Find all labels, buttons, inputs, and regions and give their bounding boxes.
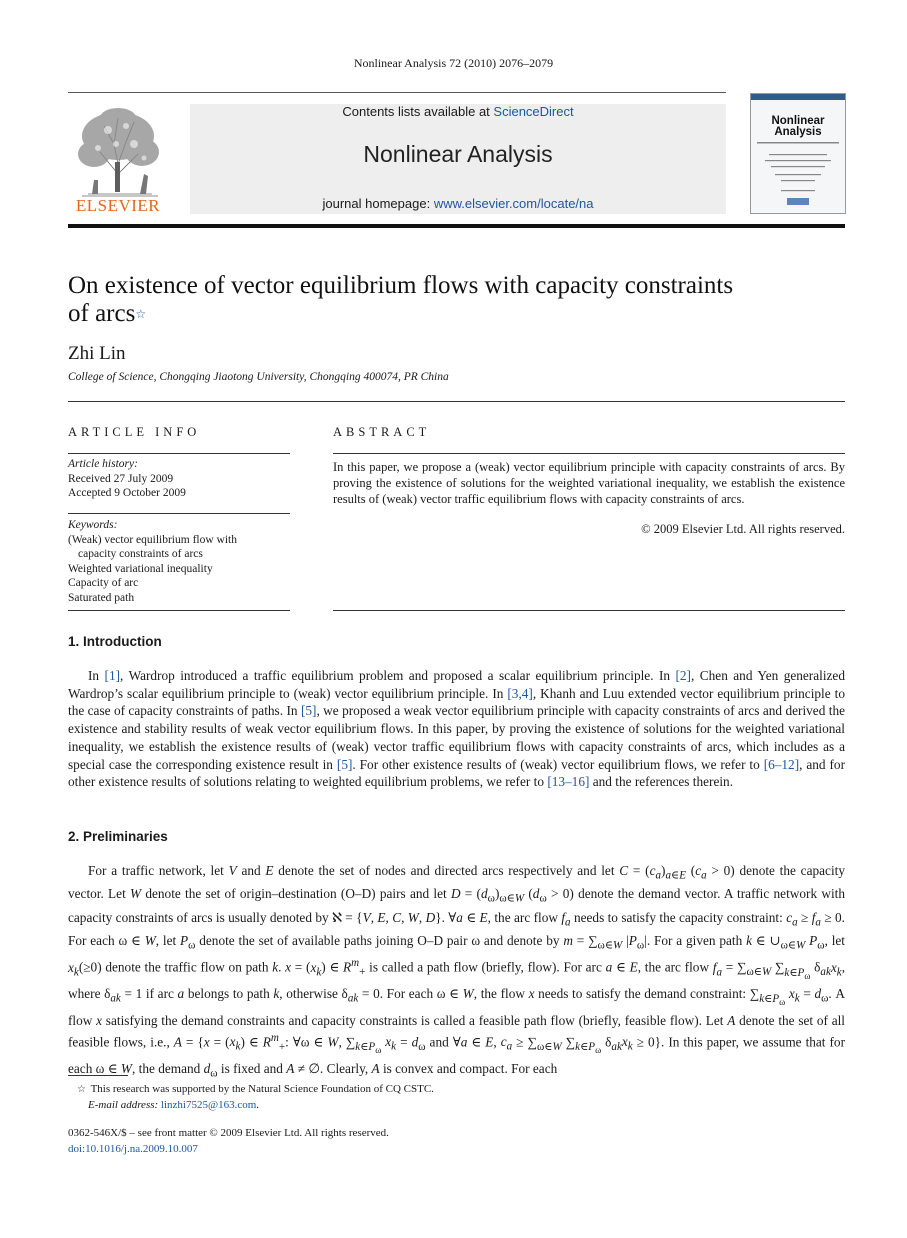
issn-line: 0362-546X/$ – see front matter © 2009 Elsevier Ltd. All rights reserved. xyxy=(68,1127,389,1139)
front-matter xyxy=(68,1125,389,1157)
running-head: Nonlinear Analysis 72 (2010) 2076–2079 xyxy=(353,56,554,70)
article-info-rule-3 xyxy=(68,610,290,611)
article-info-rule-1 xyxy=(68,453,290,454)
preliminaries-heading: 2. Preliminaries xyxy=(68,829,168,844)
email-end: . xyxy=(256,1099,260,1111)
contents-line xyxy=(190,104,726,119)
abstract-text: In this paper, we propose a (weak) vector equilibrium principle with capacity constraints of arcs. By proving the existence of solutions for the weighted variational inequality, we establish the existence results of (weak) vector traffic equilibrium flows with capacity constraints of arcs. xyxy=(333,460,845,506)
citation-link[interactable]: [13–16] xyxy=(547,774,590,790)
article-info-heading: ARTICLE INFO xyxy=(68,425,201,439)
title-line-1: On existence of vector equilibrium flows with capacity constraints xyxy=(68,272,734,299)
citation-link[interactable]: [5] xyxy=(336,756,353,772)
abstract-heading: ABSTRACT xyxy=(333,425,431,439)
keyword: Weighted variational inequality xyxy=(68,562,213,575)
masthead-thick-rule xyxy=(68,224,845,228)
footnote-rule xyxy=(68,1075,128,1076)
footnote-star-icon: ☆ xyxy=(77,1084,86,1095)
keyword: capacity constraints of arcs xyxy=(78,548,203,560)
citation-link[interactable]: [1] xyxy=(104,668,121,683)
paper-title xyxy=(68,272,828,328)
journal-cover xyxy=(750,93,846,214)
abstract-rule-bottom xyxy=(333,610,845,611)
article-info-rule-2 xyxy=(68,513,290,514)
journal-homepage xyxy=(190,196,726,211)
title-block-rule xyxy=(68,401,845,402)
citation-link[interactable]: [6–12] xyxy=(763,756,800,772)
doi-link[interactable]: doi:10.1016/j.na.2009.10.007 xyxy=(68,1143,198,1155)
contents-prefix: Contents lists available at xyxy=(342,104,494,119)
author-affiliation: College of Science, Chongqing Jiaotong University, Chongqing 400074, PR China xyxy=(68,371,449,383)
email-label: E-mail address: xyxy=(88,1099,161,1111)
preliminaries-body: For a traffic network, let V and E denote the set of nodes and directed arcs respectively and let $C = (c_a)_{a\in E}$ $(c_a > 0)$ denote the capacity vector. Let W denote the set of origin–destination (O–D) pairs and let $D = (d_\omega)_{\omega\in W}$ $(d_\omega > 0)$ denote the demand vector. A traffic network with capacity constraints of arcs is usually denoted by ℵ = {V, E, C, W, D}. ∀a ∈ E, the arc flow $f_a$ needs to satisfy the capacity constraint: $c_a \ge f_a \ge 0$. For each ω ∈ W, let $P_\omega$ denote the set of available paths joining O–D pair ω and denote by $m = \sum_{\omega\in W}$ $|P_\omega|$. For a given path k ∈ $\cup_{\omega\in W}$ $P_\omega$, let $x_k(\ge 0)$ denote the traffic flow on path k. $x = (x_k)$ ∈ $R^m_+$ is called a path flow (briefly, flow). For arc a ∈ E, the arc flow $f_a = \sum_{\omega\in W}$ $\sum_{k\in P_\omega}$ $\delta_{ak}x_k$, where $\delta_{ak} = 1$ if arc a belongs to path k, otherwise $\delta_{ak} = 0$. For each ω ∈ W, the flow x needs to satisfy the demand constraint: $\sum_{k\in P_\omega}$ $x_k = d_\omega$. A flow x satisfying the demand constraints and capacity constraints is called a feasible path flow (briefly, feasible flow). Let A denote the set of all feasible flows, i.e., $A = \{x = (x_k)$ ∈ $R^m_+$: ∀ω ∈ W, $\sum_{k\in P_\omega}$ $x_k = d_\omega$ and ∀a ∈ E, $c_a \ge \sum_{\omega\in W}$ $\sum_{k\in P_\omega}$ $\delta_{ak}x_k \ge 0$}. In this paper, we assume that for each ω ∈ W, the demand $d_\omega$ is fixed and A ≠ ∅. Clearly, A is convex and compact. For each xyxy=(68,863,846,1080)
header-rule xyxy=(68,92,726,93)
keywords-label: Keywords: xyxy=(68,519,118,531)
funding-text: This research was supported by the Natural Science Foundation of CQ CSTC. xyxy=(90,1083,434,1095)
citation-link[interactable]: [5] xyxy=(300,703,317,719)
keyword: Capacity of arc xyxy=(68,577,139,589)
cover-decoration xyxy=(751,94,845,213)
author-name: Zhi Lin xyxy=(68,343,126,364)
keyword: (Weak) vector equilibrium flow with xyxy=(68,533,237,546)
cover-title: Nonlinear Analysis xyxy=(771,115,825,138)
homepage-prefix: journal homepage: xyxy=(322,196,434,211)
citation-link[interactable]: [2] xyxy=(675,668,691,683)
history-label: Article history: xyxy=(68,458,138,470)
homepage-link[interactable]: www.elsevier.com/locate/na xyxy=(433,196,594,211)
introduction-body: In [1], Wardrop introduced a traffic equilibrium problem and proposed a scalar equilibrium principle. In [2], Chen and Yen generalized Wardrop’s scalar equilibrium principle to (weak) vector equilibrium principle. In [3,4], Khanh and Luu extended vector equilibrium principle to the case of capacity constraints of paths. In [5], we proposed a weak vector equilibrium principle with capacity constraints of arcs and derived the existence and stability results of weak vector equilibrium flows. In this paper, by proving the existence of solutions for the weighted variational inequality, we establish the existence results of (weak) vector traffic equilibrium flows with capacity constraints of arcs, which includes as a special case the corresponding existence result in [5]. For other existence results of (weak) vector equilibrium flows, we refer to [6–12], and for other existence results of solutions relating to weighted equilibrium problems, we refer to [13–16] and the references therein. xyxy=(68,668,846,790)
funding-footnote xyxy=(68,1081,434,1098)
accepted-date: Accepted 9 October 2009 xyxy=(68,487,186,499)
introduction-heading: 1. Introduction xyxy=(68,634,162,649)
abstract-copyright: © 2009 Elsevier Ltd. All rights reserved. xyxy=(641,522,845,536)
journal-title: Nonlinear Analysis xyxy=(363,141,553,167)
elsevier-wordmark: ELSEVIER xyxy=(75,196,161,215)
email-link[interactable]: linzhi7525@163.com xyxy=(160,1099,257,1111)
abstract-rule-top xyxy=(333,453,845,454)
title-footnote-star-icon[interactable]: ☆ xyxy=(135,307,147,321)
article-history xyxy=(68,457,290,501)
keyword: Saturated path xyxy=(68,591,135,604)
title-line-2: of arcs xyxy=(68,300,136,327)
received-date: Received 27 July 2009 xyxy=(68,472,174,485)
email-footnote xyxy=(88,1097,259,1113)
sciencedirect-link[interactable]: ScienceDirect xyxy=(493,104,574,119)
citation-link[interactable]: [3,4] xyxy=(507,685,533,701)
keywords-block xyxy=(68,518,290,605)
